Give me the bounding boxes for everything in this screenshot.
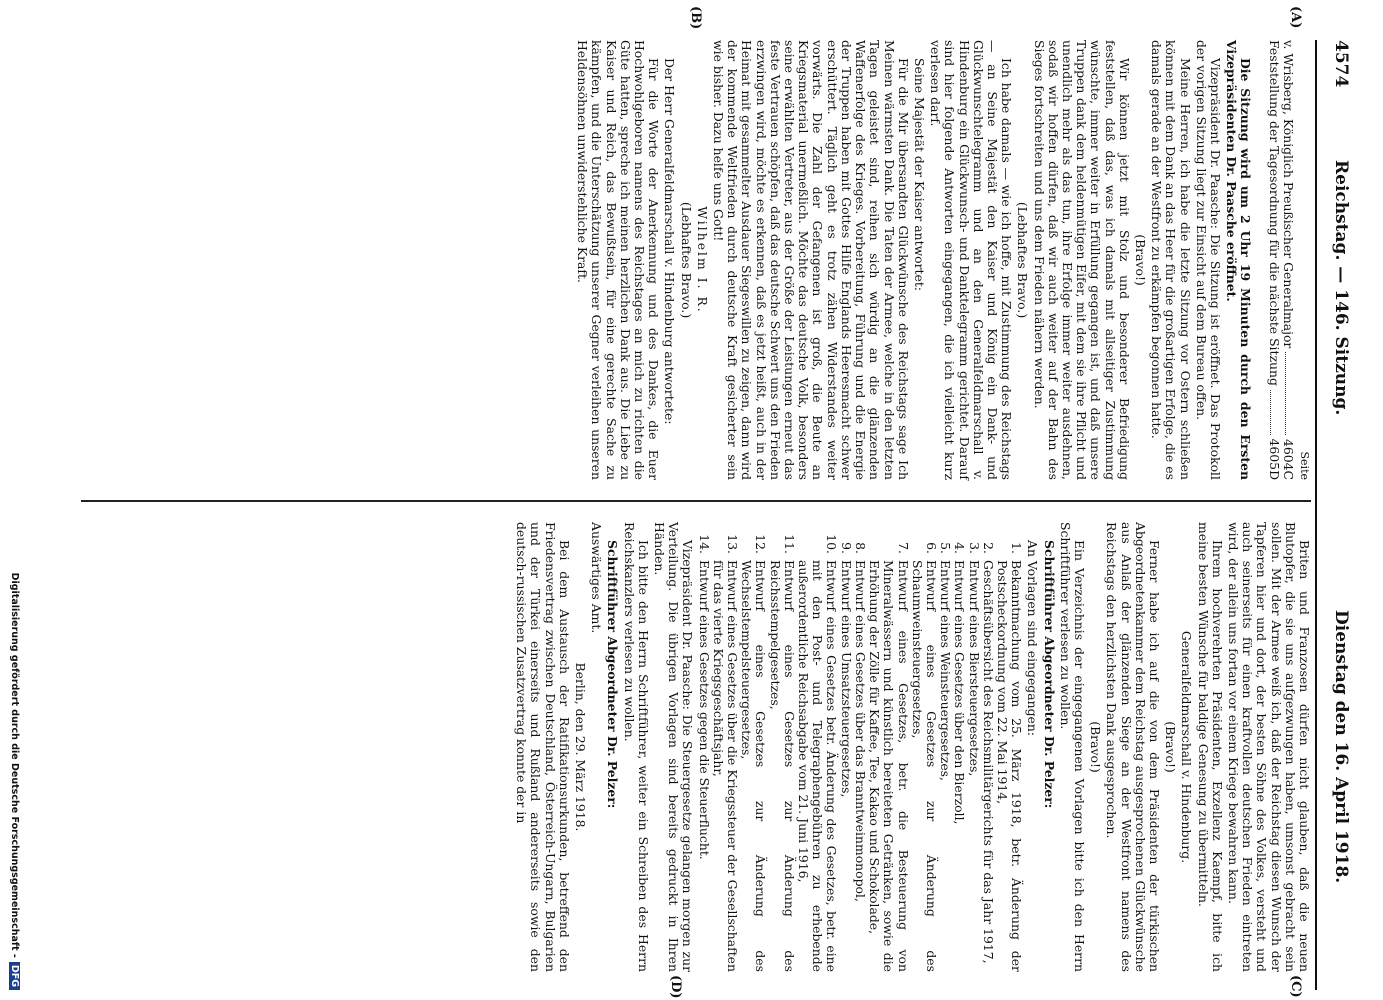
page-number: 4574 <box>1331 40 1351 88</box>
paragraph: Ihrem hochverehrten Präsidenten, Exzellenz Kaempf, bitte ich meine besten Wünsche für baldige Genesung zu übermitteln. <box>1195 522 1225 972</box>
bill-item <box>981 522 995 972</box>
paragraph: Vizepräsident Dr. Paasche: Die Steuergesetze gelangen morgen zur Verteilung. Die übrigen Vorlagen sind bereits gedruckt in Ihren Händen. <box>652 522 696 972</box>
interjection: (Bravo!) <box>1163 721 1179 773</box>
bill-item <box>938 522 952 972</box>
bill-number: 1. <box>1009 542 1025 554</box>
bill-title: Entwurf eines Gesetzes über die Kriegssteuer der Gesellschaften für das vierte Kriegsgeschäftsjahr, <box>710 560 741 972</box>
bill-title: Entwurf eines Gesetzes über das Branntweinmonopol, <box>852 560 868 902</box>
signature: Wilhelm I. R. <box>694 206 710 314</box>
right-column <box>512 522 1311 972</box>
dfg-logo: DFG <box>9 962 20 990</box>
interjection: (Bravo!) <box>1088 721 1104 773</box>
bill-title: Entwurf eines Gesetzes betr. Änderung des Gesetzes, betr. eine mit den Post- und Telegraphengebühren zu erhebende außerordentliche Reichsabgabe vom 21. Juni 1916, <box>796 560 840 972</box>
telegram-text: Für die Worte der Anerkennung und des Dankes, die Euer Hochwohlgeboren namens des Reichstages an mich zu richten die Güte hatten, spreche ich meinen herzlichen Dank aus. Die Liebe zu Kaiser und Reich, das Bewußtsein, für eine gerechte Sache zu kämpfen, und die Unterschätzung unserer Gegner verleihen unseren Heldensöhnen unwiderstehliche Kraft. <box>575 40 662 480</box>
bill-item <box>739 522 767 972</box>
bill-item <box>952 522 966 972</box>
bill-item <box>867 522 910 972</box>
toc-entry <box>1281 40 1295 480</box>
paragraph: Vizepräsident Dr. Paasche: Die Sitzung ist eröffnet. Das Protokoll der vorigen Sitzung liegt zur Einsicht auf dem Bureau offen. <box>1193 40 1223 480</box>
paragraph: Ich bitte den Herrn Schriftführer, weiter ein Schreiben des Herrn Reichskanzlers verlesen zu wollen. <box>621 522 651 972</box>
bill-item <box>796 522 839 972</box>
speaker: Schriftführer Abgeordneter Dr. Pelzer: <box>1041 540 1057 809</box>
bill-title: Entwurf eines Umsatzsteuergesetzes, <box>838 560 854 798</box>
bill-number: 12. <box>753 534 769 554</box>
left-column <box>573 40 1311 480</box>
paragraph: Bei dem Austausch der Ratifikationsurkunden, betreffend den Friedensvertrag zwischen Deutschland, Österreich-Ungarn, Bulgarien und der Türkei einerseits und Rußland andererseits sowie den deutsch-russischen Zusatzvertrag konnte der in <box>514 522 572 972</box>
bill-number: 7. <box>895 542 911 554</box>
paragraph: Ich habe damals — wie ich hoffe, mit Zustimmung des Reichstags — an Seine Majestät den Kaiser und König ein Dank- und Glückwunschtelegramm und an den Generalfeldmarschall v. Hindenburg ein Glückwunsch- und Danktelegramm gerichtet. Darauf sind hier folgende Antworten eingegangen, die ich vielleicht kurz verlesen darf. <box>928 40 1015 480</box>
margin-marker-b: (B) <box>688 6 703 30</box>
bill-item <box>767 522 795 972</box>
paragraph: Ein Verzeichnis der eingegangenen Vorlagen bitte ich den Herrn Schriftführer verlesen zu wollen. <box>1057 522 1087 972</box>
bill-number: 14. <box>696 534 712 554</box>
session-date: Dienstag den 16. April 1918. <box>1331 610 1351 884</box>
digitization-credit <box>9 10 20 990</box>
paragraph: Auswärtiges Amt. <box>589 522 605 634</box>
bill-item <box>966 522 980 972</box>
paragraph: An Vorlagen sind eingegangen: <box>1025 540 1041 737</box>
signature: Generalfeldmarschall v. Hindenburg. <box>1179 630 1195 864</box>
paragraph: Meine Herren, ich habe die letzte Sitzung vor Ostern schließen können mit dem Dank an das Heer für die großartigen Erfolge, die es damals gerade an der Westfront zu erkämpfen begonnen hatte. <box>1149 40 1193 480</box>
bill-title: Entwurf eines Gesetzes gegen die Steuerflucht. <box>696 560 712 860</box>
paragraph: Der Herr Generalfeldmarschall v. Hindenburg antwortete: <box>662 58 678 425</box>
toc-page: 4605D <box>1266 438 1282 480</box>
bill-number: 8. <box>852 542 868 554</box>
bill-number: 4. <box>952 542 968 554</box>
bill-number: 13. <box>725 534 741 554</box>
toc-page: 4604C <box>1280 438 1296 480</box>
toc-text: v. Wrisberg, Königlich Preußischer Generalmajor <box>1280 40 1296 349</box>
telegram-text: Für die Mir übersandten Glückwünsche des Reichstags sage Ich Meinen wärmsten Dank. Die Taten der Armee, welche in den letzten Tagen geleistet sind, reihen sich würdig an die glänzenden Waffenerfolge des Krieges. Vorbereitung, Führung und die Energie der Truppen haben mit Gottes Hilfe Englands Heeresmacht schwer erschüttert. Täglich geht es trotz zähen Widerstandes weiter vorwärts. Die Zahl der Gefangenen ist groß, die Beute an Kriegsmaterial unermeßlich. Möchte das deutsche Volk, besonders seine erwählten Vertreter, aus der Größe der Leistungen erneut das feste Vertrauen schöpfen, daß das deutsche Schwert uns den Frieden erzwingen wird, möchte es erkennen, daß es jetzt heißt, auch in der Heimat mit gesammelter Ausdauer Siegeswillen zu zeigen, dann wird der kommende Weltfrieden durch deutsche Kraft gesicherter sein wie bisher. Dazu helfe uns Gott! <box>711 40 911 480</box>
bill-title: Entwurf eines Biersteuergesetzes, <box>966 560 982 777</box>
bill-title: Entwurf eines Gesetzes zur Änderung des Schaumweinsteuergesetzes, <box>909 560 939 972</box>
speaker: Schriftführer Abgeordneter Dr. Pelzer: <box>605 540 621 809</box>
header-rule <box>1315 40 1317 990</box>
interjection: (Bravo!) <box>1132 234 1148 286</box>
margin-marker-d: (D) <box>668 975 683 999</box>
bill-title: Bekanntmachung vom 25. März 1918, betr. Änderung der Postscheckordnung vom 22. Mai 1914, <box>994 560 1025 972</box>
bill-number: 2. <box>980 542 996 554</box>
paragraph: Seine Majestät der Kaiser antwortet: <box>911 58 927 292</box>
bill-item <box>839 522 853 972</box>
bill-title: Entwurf eines Gesetzes zur Änderung des Reichsstempelgesetzes, <box>767 560 797 972</box>
bill-list <box>696 522 1023 972</box>
margin-marker-a: (A) <box>1288 6 1303 29</box>
bill-number: 3. <box>966 542 982 554</box>
bill-item <box>995 522 1023 972</box>
toc-leader <box>1270 390 1280 435</box>
bill-item <box>910 522 938 972</box>
bill-number: 6. <box>923 542 939 554</box>
bill-number: 5. <box>938 542 954 554</box>
telegram-text: Briten und Franzosen dürfen nicht glauben, daß die neuen Blutopfer, die sie uns aufgezwungen haben, umsonst gebracht sein sollen. Mit der Armee weiß ich, daß der Reichstag diesen Wunsch der Tapferen hier und dort, der besten Söhne des Volkes, versteht und auch seinerseits für einen kraftvollen deutschen Frieden eintreten wird, der allein uns fortan vor einem Kriege bewahren kann. <box>1225 522 1312 972</box>
interjection: (Lebhaftes Bravo.) <box>678 201 694 319</box>
opening-paragraph: Die Sitzung wird um 2 Uhr 19 Minuten durch den Ersten Vizepräsidenten Dr. Paasche eröffnet. <box>1224 40 1254 480</box>
bill-title: Geschäftsübersicht des Reichsmilitärgerichts für das Jahr 1917, <box>980 560 996 964</box>
margin-marker-c: (C) <box>1288 975 1303 998</box>
paragraph: Ferner habe ich auf die von dem Präsidenten der türkischen Abgeordnetenkammer dem Reichstag ausgesprochenen Glückwünsche aus Anlaß der glänzenden Siege an der Westfront namens des Reichstags den herzlichsten Dank ausgesprochen. <box>1104 522 1162 972</box>
interjection: (Lebhaftes Bravo.) <box>1015 201 1031 319</box>
bill-title: Entwurf eines Gesetzes zur Änderung des Wechselstempelsteuergesetzes, <box>739 560 769 972</box>
dateline: Berlin, den 29. März 1918. <box>573 662 589 832</box>
session-title: Reichstag. — 146. Sitzung. <box>1331 160 1351 416</box>
toc-entry <box>1266 40 1280 480</box>
bill-number: 9. <box>838 542 854 554</box>
bill-title: Entwurf eines Gesetzes über den Bierzoll, <box>952 560 968 825</box>
bill-item <box>711 522 739 972</box>
toc-leader <box>1285 352 1295 435</box>
column-divider <box>81 500 1311 502</box>
bill-number: 11. <box>781 534 797 554</box>
bill-item <box>696 522 710 972</box>
page-header <box>1321 40 1355 980</box>
bill-title: Entwurf eines Weinsteuergesetzes, <box>938 560 954 781</box>
paragraph: Wir können jetzt mit Stolz und besonderer Befriedigung feststellen, daß das, was ich damals mit allseitiger Zustimmung wünschte, immer weiter in Erfüllung gegangen ist, und daß unsere Truppen dank dem heldenmütigen Eifer, mit dem sie ihre Pflicht und unendlich mehr als das tun, ihre Erfolge immer weiter ausdehnen, sodaß wir hoffen dürfen, daß wir auch weiter auf der Bahn des Sieges fortschreiten und uns dem Frieden nähern werden. <box>1031 40 1132 480</box>
credit-text: Digitalisierung gefördert durch die Deutsche Forschungsgemeinschaft - <box>9 572 20 958</box>
toc-text: Feststellung der Tagesordnung für die nächste Sitzung <box>1266 40 1282 386</box>
bill-number: 10. <box>824 534 840 554</box>
seite-label: Seite <box>1298 451 1311 480</box>
bill-title: Entwurf eines Gesetzes, betr. die Besteuerung von Mineralwässern und künstlich bereiteten Getränken, sowie die Erhöhung der Zölle für Kaffee, Tee, Kakao und Schokolade, <box>867 560 911 972</box>
bill-item <box>853 522 867 972</box>
